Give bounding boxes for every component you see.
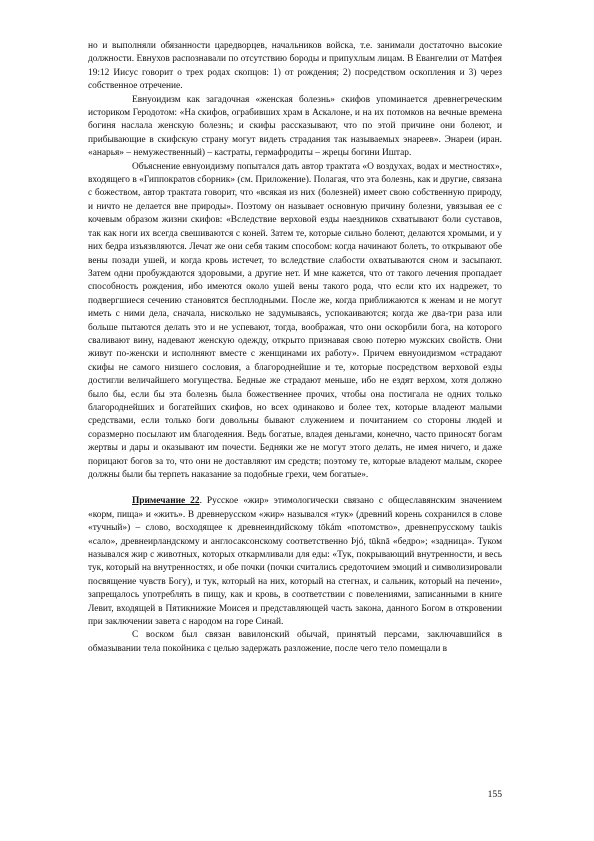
paragraph-2: Евнуоидизм как загадочная «женская болезнь» скифов упоминается древнегреческим историком Геродотом: «На скифов, ограбивших храм в Аскалоне, и на их потомков на вечные времена богиня наслала женскую болезнь; и скифы рассказывают, что по этой причине они болеют, и прибывающие в скифскую страну могут видеть страдания так называемых энареев». Энареи (иран. «анарья» – немужественный) – кастраты, гермафродиты – жрецы богини Иштар. [88, 94, 502, 159]
paragraph-1: но и выполняли обязанности царедворцев, начальников войска, т.е. занимали достаточно высокие должности. Евнухов распознавали по отсутствию бороды и припухлым лицам. В Евангелии от Матфея 19:12 Иисус говорит о трех родах скопцов: 1) от рождения; 2) посредством оскопления и 3) через собственное отречение. [88, 41, 502, 92]
note-22-text: . Русское «жир» этимологически связано с общеславянским значением «корм, пища» и «жить». В древнерусском «жир» назывался «тук» (древний корень сохранился в слове «тучный») – слово, восходящее к древнеиндийскому tōkám «потомство», древнепрусскому taukis «сало», древнеирландскому и англосаксонскому соответственно Þjó, tūknā «бедро»; «задница». Туком назывался жир с животных, которых откармливали для еды: «Тук, покрывающий внутренности, и весь тук, который на внутренностях, и обе почки (почки считались средоточием эмоций и символизировали посвящение чувств Богу), и тук, который на них, который на стегнах, и сальник, который на печени», запрещалось употреблять в пищу, как и кровь, в соответствии с повелениями, записанными в книге Левит, входящей в Пятикнижие Моисея и представляющей часть закона, данного Богом в откровении при заключении завета с народом на горе Синай. [88, 496, 502, 628]
paragraph-5: С воском был связан вавилонский обычай, принятый персами, заключавшийся в обмазывании тела покойника с целью задержать разложение, после чего тело помещали в [88, 630, 502, 654]
page-number: 155 [487, 789, 502, 800]
note-22-paragraph [88, 495, 502, 629]
document-body [88, 40, 502, 656]
paragraph-3: Объяснение евнуоидизму попытался дать автор трактата «О воздухах, водах и местностях», входящего в «Гиппократов сборник» (см. Приложение). Полагая, что эта болезнь, как и другие, связана с божеством, автор трактата говорит, что «всякая из них (болезней) имеет свою собственную природу, и ничто не делается вне природы». Поэтому он называет основную причину болезни, увязывая ее с кочевым образом жизни скифов: «Вследствие верховой езды наездников схватывают боли суставов, так как ноги их всегда свешиваются с коней. Затем те, которые сильно болеют, делаются хромыми, и у них бедра изъязвляются. Лечат же они себя таким способом: когда начинают болеть, то открывают обе вены позади ушей, и когда кровь истечет, то вследствие слабости охватываются сном и засыпают. Затем одни пробуждаются здоровыми, а другие нет. И мне кажется, что от такого лечения пропадает способность рождения, ибо имеются около ушей вены такого рода, что если кто их надрежет, то подвергшиеся сечению становятся бесплодными. После же, когда приближаются к женам и не могут иметь с ними дела, сначала, нисколько не задумываясь, успокаиваются; когда же два-три раза или больше пытаются делать это и не успевают, тогда, воображая, что они оскорбили бога, на которого сваливают вину, надевают женскую одежду, открыто признавая свою потерю мужских свойств. Они живут по-женски и исполняют вместе с женщинами их работу». Причем евнуоидизмом «страдают скифы не самого низшего сословия, а благороднейшие и те, которые посредством верховой езды достигли величайшего могущества. Бедные же страдают меньше, ибо не ездят верхом, хотя должно было бы, если бы эта болезнь была божественнее прочих, чтобы она постигала не одних только благороднейших и богатейших скифов, но всех одинаково и более тех, которые владеют малыми средствами, если только боги довольны бывают служением и почитанием со стороны людей и соразмерно посылают им благодеяния. Ведь богатые, владея деньгами, конечно, часто приносят богам жертвы и дары и оказывают им почести. Бедняки же не могут этого делать, не имея ничего, и даже порицают богов за то, что они не доставляют им средств; поэтому те, которые владеют малым, скорее должны были бы терпеть наказание за подобные грехи, чем богатые». [88, 161, 502, 480]
note-22-heading: Примечание 22 [132, 496, 200, 507]
